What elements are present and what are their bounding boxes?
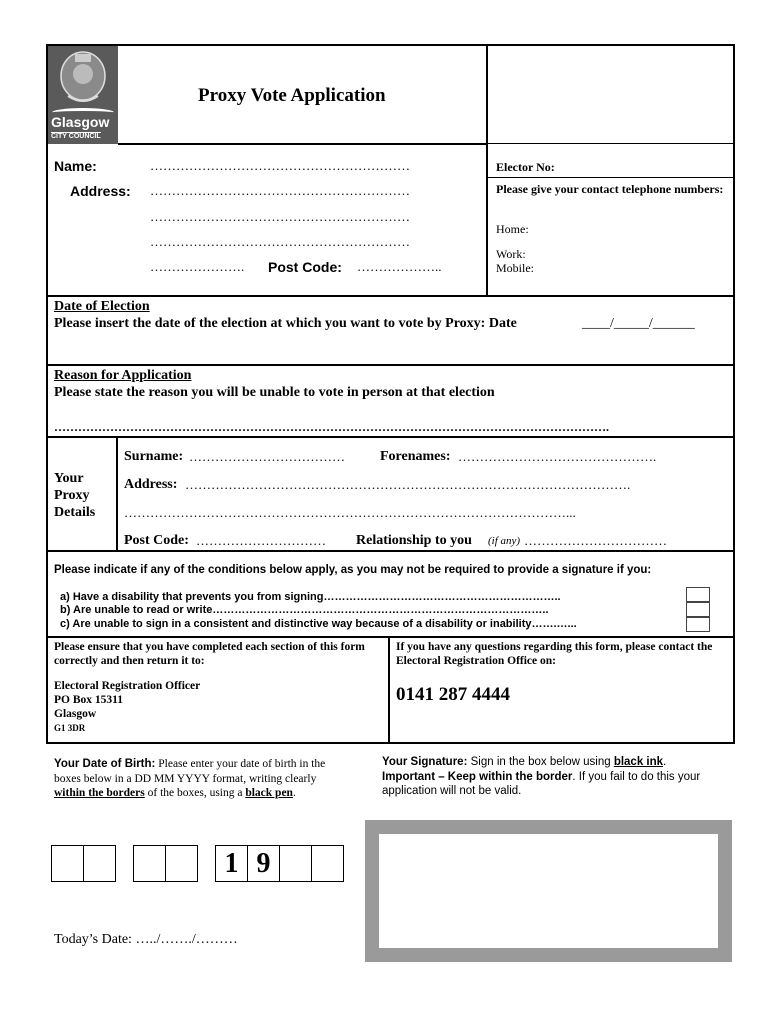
divider bbox=[486, 177, 735, 178]
work-label: Work: bbox=[496, 247, 526, 261]
dob-emph: within the borders bbox=[54, 787, 145, 799]
divider bbox=[46, 550, 735, 552]
postcode-field[interactable]: ……………….. bbox=[357, 259, 442, 274]
dob-year-4[interactable] bbox=[311, 845, 344, 882]
page-title: Proxy Vote Application bbox=[198, 85, 386, 106]
mobile-label: Mobile: bbox=[496, 261, 534, 275]
return-address-line-2: PO Box 15311 bbox=[54, 694, 124, 706]
reason-prompt: Please state the reason you will be unable to vote in person at that election bbox=[54, 385, 495, 400]
divider bbox=[46, 364, 735, 366]
signature-important: Important – Keep within the border bbox=[382, 770, 573, 783]
return-address bbox=[54, 679, 200, 735]
dob-year-3[interactable] bbox=[279, 845, 312, 882]
council-logo bbox=[48, 46, 118, 144]
address-field-1[interactable]: …………………………………………………… bbox=[150, 183, 410, 198]
dob-instructions bbox=[54, 757, 344, 801]
proxy-forenames-label: Forenames: bbox=[380, 449, 451, 464]
dob-text-3: . bbox=[292, 787, 296, 799]
dob-year-2[interactable]: 9 bbox=[247, 845, 280, 882]
proxy-address-field-2[interactable]: …………………………………………………………………………………………... bbox=[124, 505, 576, 520]
dob-month-2[interactable] bbox=[165, 845, 198, 882]
divider bbox=[388, 636, 390, 744]
proxy-address-label: Address: bbox=[124, 477, 178, 492]
condition-c-checkbox[interactable] bbox=[686, 617, 710, 632]
condition-b: b) Are unable to read or write……………………………………………………………………………….. bbox=[60, 604, 549, 616]
divider bbox=[486, 44, 488, 297]
contact-prompt: Please give your contact telephone numbers: bbox=[496, 182, 724, 196]
signature-text-1: Sign in the box below using bbox=[467, 756, 614, 768]
contact-phone: 0141 287 4444 bbox=[396, 684, 510, 705]
address-label: Address: bbox=[70, 183, 131, 199]
return-address-line-3: Glasgow bbox=[54, 708, 97, 720]
dob-year-1[interactable]: 1 bbox=[215, 845, 248, 882]
proxy-surname-label: Surname: bbox=[124, 449, 184, 464]
logo-subtext: CITY COUNCIL bbox=[51, 133, 101, 140]
return-address-line-1: Electoral Registration Officer bbox=[54, 680, 201, 692]
signature-emph: black ink bbox=[613, 756, 664, 768]
condition-a-checkbox[interactable] bbox=[686, 587, 710, 602]
return-address-line-4: G1 3DR bbox=[54, 723, 86, 733]
proxy-relationship-field[interactable]: …………………………… bbox=[524, 533, 667, 548]
address-field-2[interactable]: …………………………………………………… bbox=[150, 209, 410, 224]
proxy-surname-field[interactable]: ……………………………… bbox=[189, 449, 345, 464]
election-heading: Date of Election bbox=[54, 299, 150, 314]
proxy-relationship-label: Relationship to you bbox=[356, 533, 472, 548]
proxy-side-label-1: Your bbox=[54, 471, 84, 486]
signature-text-3: . If you fail to do this your application will not be valid. bbox=[382, 770, 701, 797]
return-instruction: Please ensure that you have completed each section of this form correctly and then return it to: bbox=[54, 641, 365, 667]
dob-label: Your Date of Birth: bbox=[54, 758, 156, 770]
dob-day-1[interactable] bbox=[51, 845, 84, 882]
dob-month-1[interactable] bbox=[133, 845, 166, 882]
signature-instructions bbox=[382, 755, 722, 799]
proxy-side-label bbox=[54, 470, 95, 521]
reason-heading: Reason for Application bbox=[54, 368, 192, 383]
coat-of-arms-icon bbox=[48, 46, 118, 106]
postcode-label: Post Code: bbox=[268, 259, 342, 275]
divider bbox=[486, 143, 735, 144]
elector-no-label: Elector No: bbox=[496, 160, 555, 174]
condition-c: c) Are unable to sign in a consistent and distinctive way because of a disability or inability…….…... bbox=[60, 618, 577, 630]
divider bbox=[116, 436, 118, 550]
divider bbox=[46, 436, 735, 438]
name-label: Name: bbox=[54, 158, 97, 174]
dob-day-2[interactable] bbox=[83, 845, 116, 882]
logo-text: Glasgow bbox=[51, 114, 110, 130]
conditions-heading: Please indicate if any of the conditions below apply, as you may not be required to provide a signature if you: bbox=[54, 564, 652, 576]
reason-field[interactable]: …………………………………………………………………………………………………………………………. bbox=[54, 420, 609, 434]
election-prompt: Please insert the date of the election at which you want to vote by Proxy: Date bbox=[54, 316, 517, 331]
proxy-side-label-3: Details bbox=[54, 505, 96, 520]
postcode-dots-left: …………………. bbox=[150, 259, 245, 274]
name-field[interactable]: …………………………………………………… bbox=[150, 158, 410, 173]
divider bbox=[46, 636, 735, 638]
signature-label: Your Signature: bbox=[382, 756, 468, 768]
todays-date[interactable]: Today’s Date: …../……./……… bbox=[54, 932, 238, 947]
divider bbox=[118, 143, 488, 145]
signature-text-2: . bbox=[663, 756, 667, 768]
question-text: If you have any questions regarding this form, please contact the Electoral Registration Office on: bbox=[396, 641, 713, 667]
proxy-address-field-1[interactable]: …………………………………………………………………………………………. bbox=[185, 477, 631, 492]
election-date-field[interactable]: ____/_____/______ bbox=[582, 316, 695, 331]
home-label: Home: bbox=[496, 222, 529, 236]
proxy-postcode-field[interactable]: ………………………… bbox=[196, 533, 326, 548]
divider bbox=[46, 295, 735, 297]
proxy-side-label-2: Proxy bbox=[54, 488, 90, 503]
signature-box[interactable] bbox=[365, 820, 732, 962]
proxy-relationship-note: (if any) bbox=[488, 535, 521, 547]
address-field-3[interactable]: …………………………………………………… bbox=[150, 234, 410, 249]
dob-emph-2: black pen bbox=[245, 787, 293, 799]
dob-text-1: Please enter your date of birth in the boxes below in a DD MM YYYY format, writing clearly bbox=[54, 758, 326, 785]
condition-b-checkbox[interactable] bbox=[686, 602, 710, 617]
proxy-forenames-field[interactable]: ………………………………………. bbox=[458, 449, 657, 464]
proxy-postcode-label: Post Code: bbox=[124, 533, 189, 548]
dob-text-2: of the boxes, using a bbox=[144, 787, 246, 799]
condition-a: a) Have a disability that prevents you from signing……………………………………………………….. bbox=[60, 591, 561, 603]
